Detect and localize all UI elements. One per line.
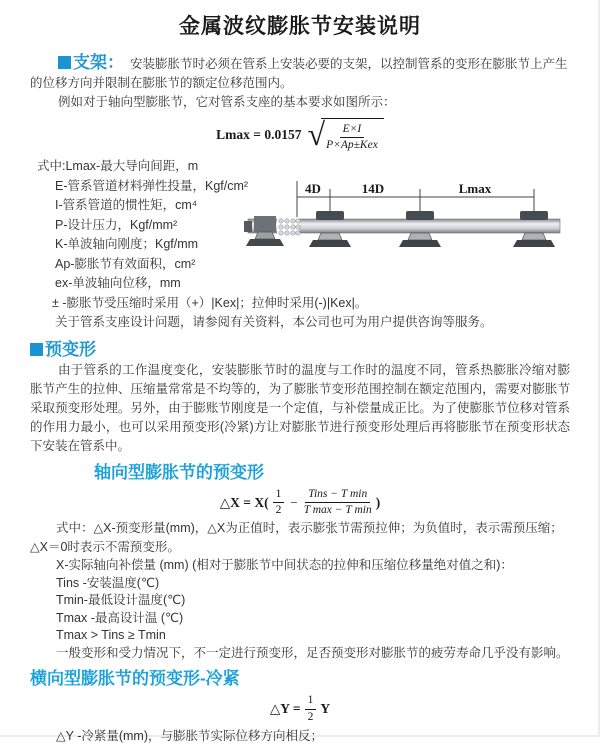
lateral-explain: △Y -冷紧量(mm)，与膨胀节实际位移方向相反； xyxy=(56,728,324,743)
definition-line: P-设计压力，Kgf/mm² xyxy=(55,217,178,232)
section-marker-icon xyxy=(58,56,71,69)
axial-formula xyxy=(30,488,570,517)
definition-line: E-管系管道材料弹性投量，Kgf/cm² xyxy=(55,178,249,193)
definition-line: Tmax -最高设计温 (℃) xyxy=(56,610,184,625)
bellows-section xyxy=(277,217,300,235)
definition-line: Ap-膨胀节有效面积，cm² xyxy=(55,256,196,271)
plus-minus-note: ± -膨胀节受压缩时采用（+）|Kex|；拉伸时采用(-)|Kex|。 xyxy=(52,295,368,310)
axial-explain: 式中：△X-预变形量(mm)，△X为正值时，表示膨张节需预拉伸；为负值时，表示需预压缩；△X＝0时表示不需预变形。 xyxy=(30,521,563,555)
axial-definition-list xyxy=(30,557,570,662)
radical-content xyxy=(321,118,384,152)
definition-line: K-单波轴向刚度；Kgf/mm xyxy=(55,237,199,252)
page-title: 金属波纹膨胀节安装说明 xyxy=(179,15,421,38)
definition-line: X-实际轴向补偿量 (mm) (相对于膨胀节中间状态的拉伸和压缩位移量绝对值之和)： xyxy=(56,558,513,573)
formula-fraction xyxy=(326,123,378,152)
formula-pre: △X = X( xyxy=(219,494,269,510)
dim-label-lmax: Lmax xyxy=(458,181,492,197)
symbol-definitions xyxy=(30,157,570,333)
formula-post: Y xyxy=(320,701,331,717)
section-marker-icon xyxy=(30,343,43,356)
predeform-heading-text: 预变形 xyxy=(45,339,96,359)
lateral-subheading: 横向型膨胀节的预变形-冷紧 xyxy=(30,669,240,689)
support-example-text: 例如对于轴向型膨胀节，它对管系支座的基本要求如图所示： xyxy=(58,95,396,109)
dim-label-14d: 14D xyxy=(361,181,385,197)
pipe-support-diagram xyxy=(242,181,582,283)
dim-label-4d: 4D xyxy=(305,181,321,197)
fraction-numerator: Tins − T min xyxy=(305,488,370,503)
fraction-denominator: P×Ap±Kex xyxy=(326,139,378,152)
fraction-numerator: 1 xyxy=(305,694,317,709)
definition-line: Tmax > Tins ≥ Tmin xyxy=(56,628,166,643)
formula-lhs: Lmax = 0.0157 xyxy=(216,127,302,143)
minus-sign: − xyxy=(290,494,298,510)
predeform-section-heading xyxy=(30,338,570,361)
definition-line: I-管系管道的惯性矩，cm⁴ xyxy=(55,198,198,213)
definition-line: Tins -安装温度(℃) xyxy=(56,575,160,590)
document-content xyxy=(0,53,600,746)
fraction-denominator: T max − T min xyxy=(303,504,372,517)
support-intro-text: 安装膨胀节时必须在管系上安装必要的支架，以控制管系的变形在膨胀节上产生的位移方向并限制在膨胀节的额定位移范围内。 xyxy=(30,57,568,90)
axial-subheading: 轴向型膨胀节的预变形 xyxy=(94,462,264,482)
lmax-formula xyxy=(30,118,570,152)
fraction-denominator: 2 xyxy=(307,710,314,723)
fraction-denominator: 2 xyxy=(275,504,282,517)
sqrt-sign: √ xyxy=(307,116,326,153)
support-intro-paragraph xyxy=(30,53,570,93)
half-fraction xyxy=(273,488,285,517)
temperature-fraction xyxy=(304,488,372,517)
service-note: 关于管系支座设计问题，请参阅有关资料，本公司也可为用户提供咨询等服务。 xyxy=(55,315,493,330)
definition-line: 一般变形和受力情况下，不一定进行预变形，足否预变形对膨胀节的疲劳寿命几乎没有影响。 xyxy=(56,645,569,660)
definition-line: Tmin-最低设计温度(℃) xyxy=(56,593,186,608)
definition-line: 式中:Lmax-最大导向间距，m xyxy=(37,159,199,174)
fraction-numerator: 1 xyxy=(273,488,285,503)
formula-pre: △Y = xyxy=(269,701,301,717)
lateral-formula xyxy=(30,694,570,723)
definition-line: ex-单波轴向位移，mm xyxy=(55,276,181,291)
fraction-numerator: E×I xyxy=(340,123,365,138)
support-section-heading: 支架： xyxy=(73,53,124,72)
formula-post: ) xyxy=(375,494,381,510)
half-fraction xyxy=(305,694,317,723)
predeform-paragraph: 由于管系的工作温度变化，安装膨胀节时的温度与工作时的温度不同，管系热膨胀冷缩对膨胀节产生的拉伸、压缩量常常是不均等的，为了膨胀节变形范围控制在额定范围内，需要对膨胀节采取预变形处理。另外，由于膨账节刚度是一个定值，与补偿量成正比。为了使膨胀节位移对管系的作用力最小，也可以采用预变形(冷紧)方让对膨胀节进行预变形处理后再将膨胀节在预变形状态下安装在管系中。 xyxy=(30,362,570,453)
